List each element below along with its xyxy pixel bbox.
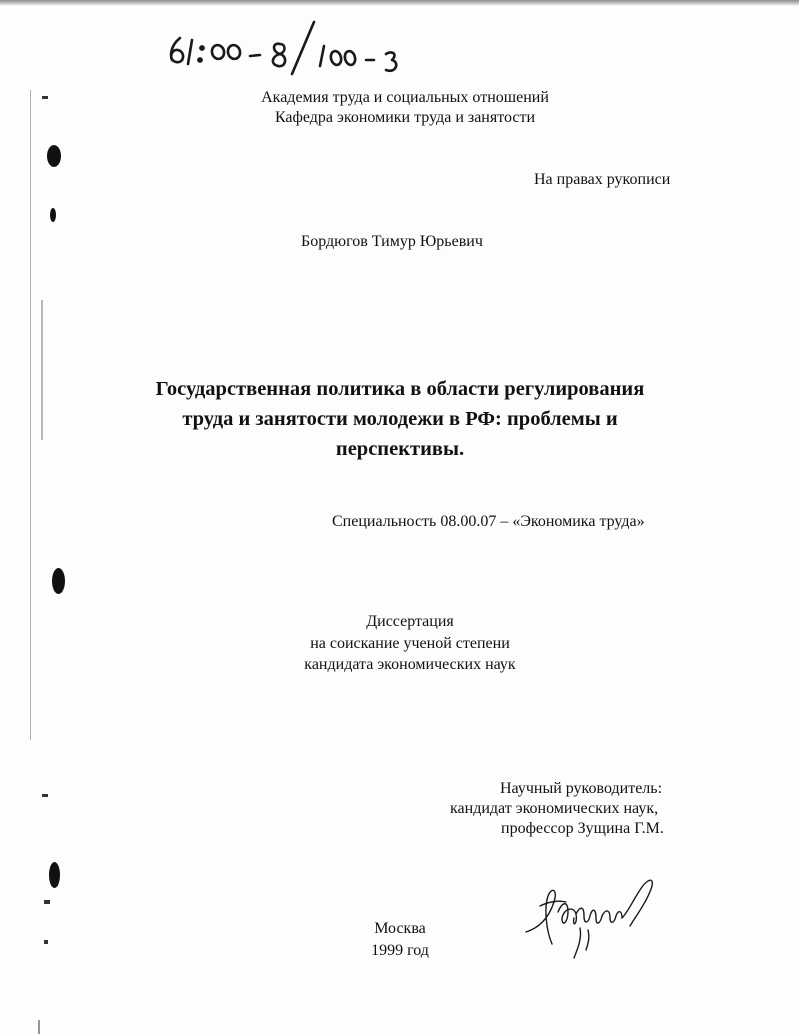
binding-hole-1 [47,145,61,167]
binding-hole-3 [52,568,65,594]
year: 1999 год [371,942,429,959]
scan-edge-top [0,0,799,6]
degree-line: на соискание ученой степени [310,635,510,652]
scan-speck [42,794,48,797]
title-line: перспективы. [335,438,465,460]
title-line: труда и занятости молодежи в РФ: проблемы и [182,408,618,430]
academy-name: Академия труда и социальных отношений [261,89,549,106]
scan-speck [44,900,50,904]
dissertation-title [100,374,700,464]
binding-hole-4 [49,862,60,888]
department-name: Кафедра экономики труда и занятости [274,109,536,126]
scan-edge-left [30,90,31,740]
scan-speck [44,940,48,944]
scan-speck [41,300,43,440]
scan-speck [42,96,48,99]
city: Москва [374,920,426,937]
specialty: Специальность 08.00.07 – «Экономика труда» [332,513,645,530]
supervisor-degree: кандидат экономических наук, [450,800,659,817]
title-line: Государственная политика в области регулирования [155,378,645,400]
scan-speck [38,1020,40,1034]
handwritten-signature-icon [518,872,668,967]
dissertation-label: Диссертация [366,613,454,630]
binding-hole-2 [50,208,56,222]
handwritten-code [164,16,464,76]
manuscript-note: На правах рукописи [534,171,671,188]
supervisor-label: Научный руководитель: [500,780,663,797]
supervisor-name: профессор Зущина Г.М. [501,820,664,837]
degree-line: кандидата экономических наук [304,656,516,673]
author-name: Бордюгов Тимур Юрьевич [301,233,483,250]
